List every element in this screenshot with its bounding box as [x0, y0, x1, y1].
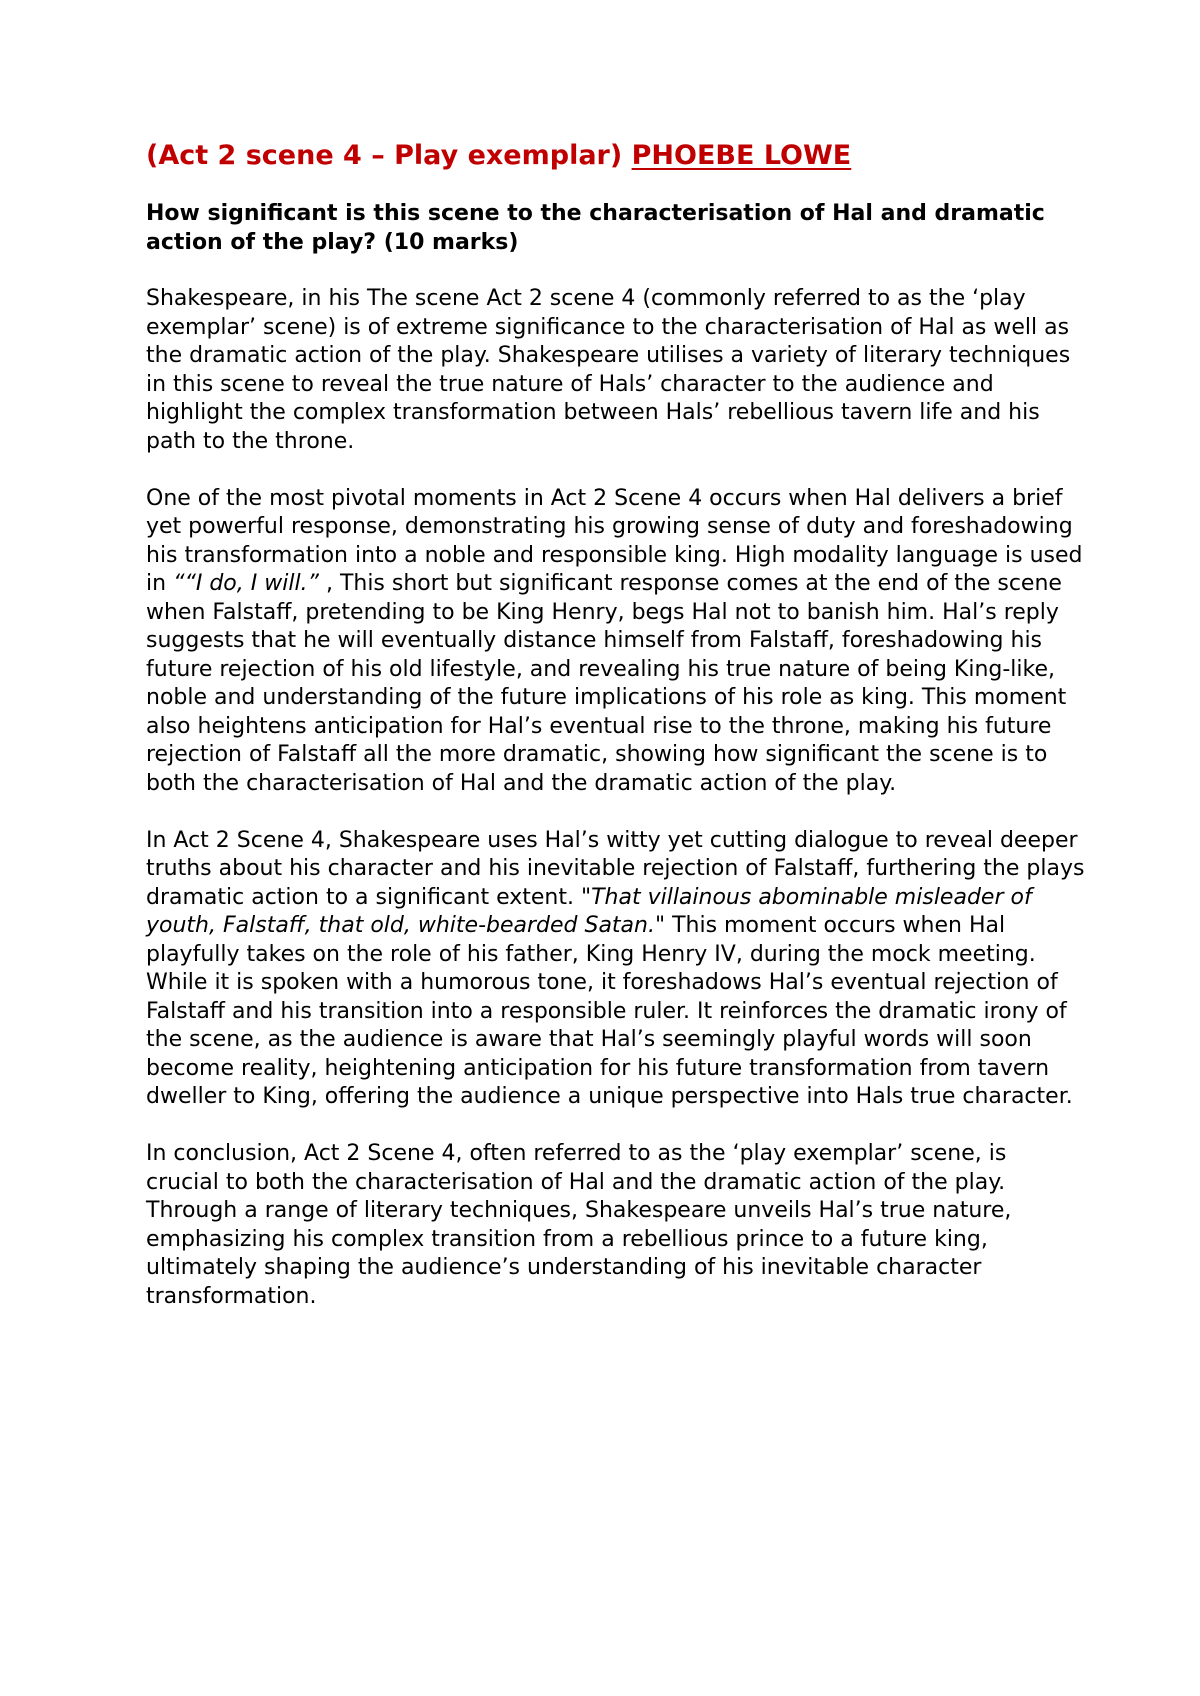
paragraph-text: In Act 2 Scene 4, Shakespeare uses Hal’s witty yet cutting dialogue to reveal deeper truths about his character and his inevitable rejection of Falstaff, furthering the plays dramatic action to a significant extent. " [146, 827, 1085, 910]
document-page [146, 140, 1086, 1340]
quotation: ““I do, I will.” [173, 571, 326, 596]
paragraph-text: , This short but significant response comes at the end of the scene when Falstaff, pretending to be King Henry, begs Hal not to banish him. Hal’s reply suggests that he will eventually distance himself from Falstaff, foreshadowing his future rejection of his old lifestyle, and revealing his true nature of being King-like, noble and understanding of the future implications of his role as king. This moment also heightens anticipation for Hal’s eventual rise to the throne, making his future rejection of Falstaff all the more dramatic, showing how significant the scene is to both the characterisation of Hal and the dramatic action of the play. [146, 571, 1067, 796]
title-text: (Act 2 scene 4 – Play exemplar) [146, 140, 632, 171]
paragraph-text: " This moment occurs when Hal playfully takes on the role of his father, King Henry IV, during the mock meeting. While it is spoken with a humorous tone, it foreshadows Hal’s eventual rejection of Falstaff and his transition into a responsible ruler. It reinforces the dramatic irony of the scene, as the audience is aware that Hal’s seemingly playful words will soon become reality, heightening anticipation for his future transformation from tavern dweller to King, offering the audience a unique perspective into Hals true character. [146, 913, 1073, 1109]
paragraph-body-1 [146, 485, 1086, 799]
paragraph-text: One of the most pivotal moments in Act 2 Scene 4 occurs when Hal delivers a brief yet powerful response, demonstrating his growing sense of duty and foreshadowing his transformation into a noble and responsible king. High modality language is used in [146, 485, 1083, 596]
author-name: PHOEBE LOWE [631, 140, 852, 171]
document-title [146, 140, 1086, 172]
quotation: That villainous abominable misleader of youth, Falstaff, that old, white-bearded Satan. [146, 884, 1032, 938]
essay-question: How significant is this scene to the characterisation of Hal and dramatic action of the play? (10 marks) [146, 201, 1045, 255]
paragraph-introduction: Shakespeare, in his The scene Act 2 scene 4 (commonly referred to as the ‘play exemplar’ scene) is of extreme significance to the characterisation of Hal as well as the dramatic action of the play. Shakespeare utilises a variety of literary techniques in this scene to reveal the true nature of Hals’ character to the audience and highlight the complex transformation between Hals’ rebellious tavern life and his path to the throne. [146, 286, 1071, 454]
paragraph-body-2 [146, 827, 1086, 1112]
paragraph-conclusion: In conclusion, Act 2 Scene 4, often referred to as the ‘play exemplar’ scene, is crucial to both the characterisation of Hal and the dramatic action of the play. Through a range of literary techniques, Shakespeare unveils Hal’s true nature, emphasizing his complex transition from a rebellious prince to a future king, ultimately shaping the audience’s understanding of his inevitable character transformation. [146, 1141, 1012, 1309]
